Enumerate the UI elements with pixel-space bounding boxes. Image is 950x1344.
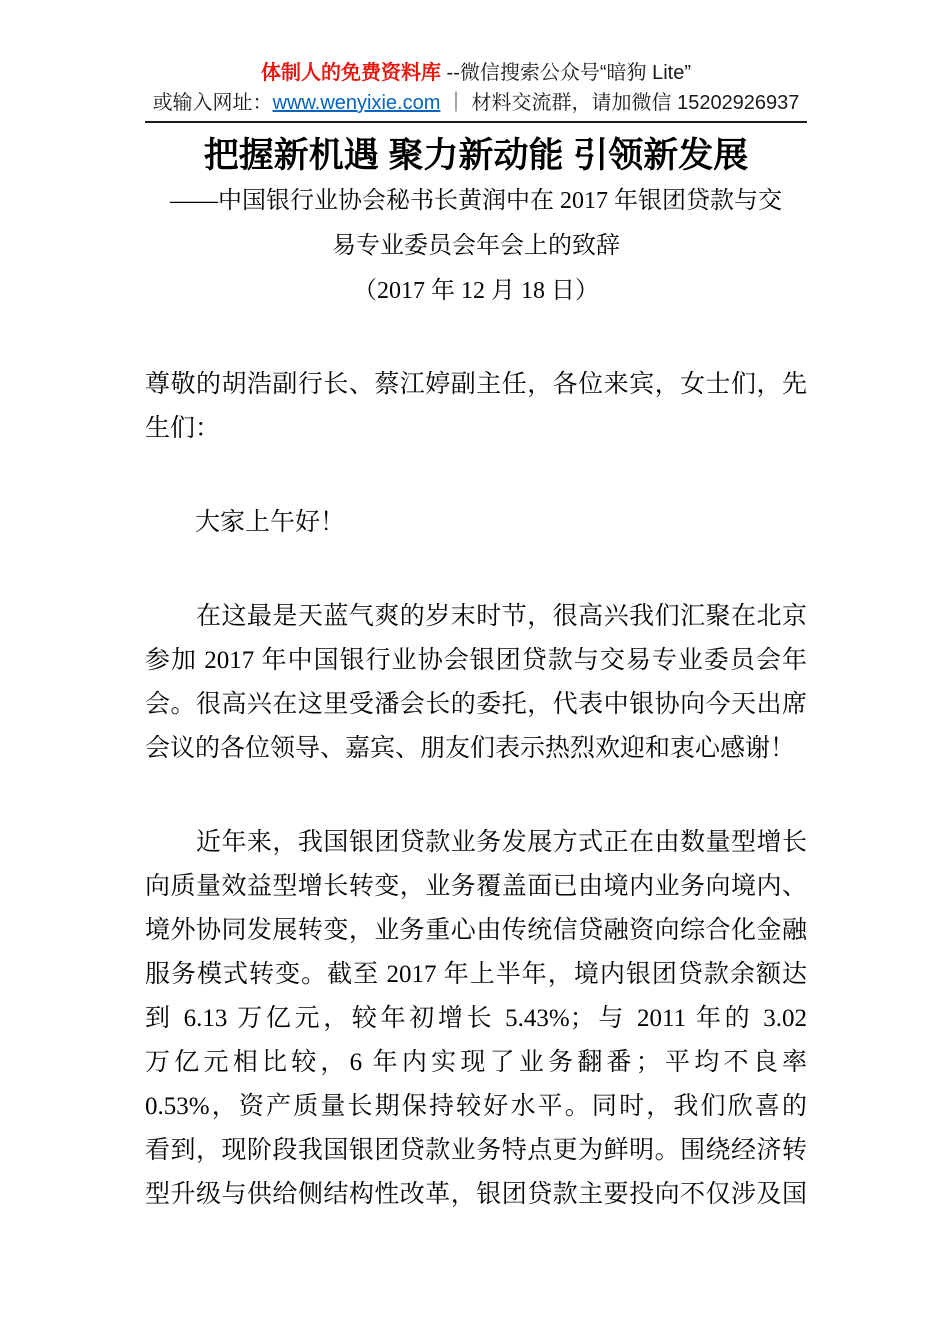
body-line: 会。很高兴在这里受潘会长的委托，代表中银协向今天出席	[145, 691, 807, 718]
body-line: 看到，现阶段我国银团贷款业务特点更为鲜明。围绕经济转	[145, 1137, 807, 1164]
paragraph-industry-overview	[145, 821, 807, 1217]
body-line: 境外协同发展转变，业务重心由传统信贷融资向综合化金融	[145, 917, 807, 944]
document-subtitle	[145, 179, 807, 314]
body-line: 0.53%，资产质量长期保持较好水平。同时，我们欣喜的	[145, 1093, 807, 1120]
body-line: 在这最是天蓝气爽的岁末时节，很高兴我们汇聚在北京	[145, 603, 807, 630]
promo-header-line2	[145, 88, 807, 118]
body-line: 大家上午好！	[145, 509, 346, 536]
date-line: （2017 年 12 月 18 日）	[353, 278, 599, 304]
website-link[interactable]: www.wenyixie.com	[272, 92, 441, 114]
body-line: 万亿元相比较，6 年内实现了业务翻番；平均不良率	[145, 1049, 807, 1076]
body-line: 近年来，我国银团贷款业务发展方式正在由数量型增长	[145, 829, 807, 856]
body-line: 向质量效益型增长转变，业务覆盖面已由境内业务向境内、	[145, 873, 807, 900]
body-line: 参加 2017 年中国银行业协会银团贷款与交易专业委员会年	[145, 647, 807, 674]
document-body	[145, 363, 807, 1217]
brand-name: 体制人的免费资料库	[261, 62, 441, 84]
body-line: 会议的各位领导、嘉宾、朋友们表示热烈欢迎和衷心感谢！	[145, 735, 796, 762]
paragraph-salutation	[145, 363, 807, 451]
body-line: 服务模式转变。截至 2017 年上半年，境内银团贷款余额达	[145, 961, 807, 988]
contact-info: 材料交流群，请加微信 15202926937	[471, 92, 800, 114]
body-line: 到 6.13 万亿元，较年初增长 5.43%；与 2011 年的 3.02	[145, 1005, 807, 1032]
paragraph-welcome	[145, 595, 807, 771]
promo-header	[145, 0, 807, 123]
url-prefix-label: 或输入网址：	[152, 92, 273, 114]
body-line: 尊敬的胡浩副行长、蔡江婷副主任，各位来宾，女士们，先	[145, 371, 807, 398]
subtitle-line-1: ——中国银行业协会秘书长黄润中在 2017 年银团贷款与交	[170, 188, 782, 214]
body-line: 型升级与供给侧结构性改革，银团贷款主要投向不仅涉及国	[145, 1181, 807, 1208]
promo-tagline: --微信搜索公众号“暗狗 Lite”	[441, 62, 691, 84]
paragraph-greeting	[145, 501, 807, 545]
body-line: 生们：	[145, 415, 221, 442]
promo-header-line1	[145, 58, 807, 88]
document-title: 把握新机遇 聚力新动能 引领新发展	[203, 136, 749, 175]
subtitle-line-2: 易专业委员会年会上的致辞	[332, 233, 620, 259]
separator-bar: ｜	[440, 92, 472, 114]
